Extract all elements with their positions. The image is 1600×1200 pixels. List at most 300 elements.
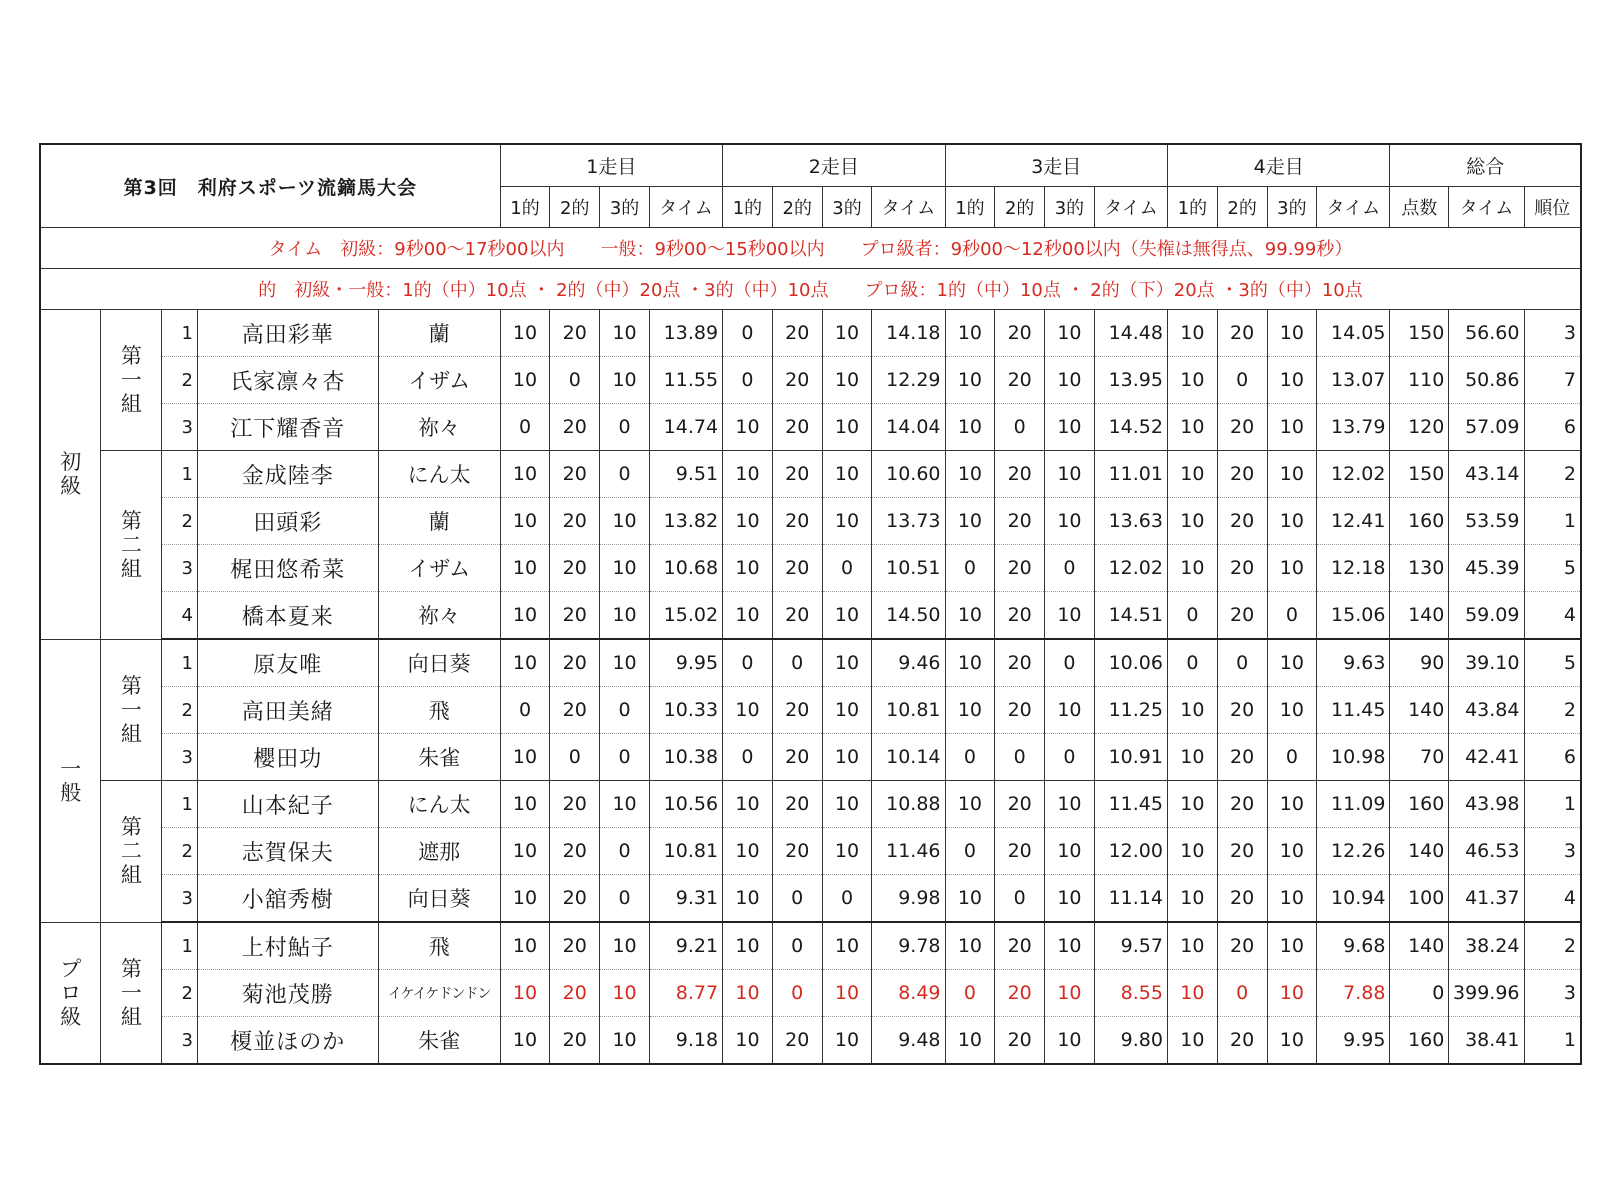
target-2-score: 20 [550,875,600,923]
target-2-score: 20 [550,970,600,1017]
rank: 3 [1524,828,1581,875]
group-label [101,639,162,781]
run-time: 11.25 [1094,687,1167,734]
target-1-score: 10 [500,357,550,404]
total-time: 57.09 [1449,404,1524,451]
target-1-score: 10 [1167,828,1217,875]
target-2-score: 20 [550,1017,600,1065]
run-time: 9.18 [649,1017,722,1065]
target-3-score: 0 [822,875,872,923]
target-2-score: 0 [772,875,822,923]
run-time: 14.51 [1094,592,1167,640]
run-time: 9.48 [872,1017,945,1065]
target-2-score: 20 [1217,875,1267,923]
target-2-score: 20 [995,451,1045,498]
run-time: 13.82 [649,498,722,545]
target-2-score: 20 [1217,592,1267,640]
target-3-score: 10 [1267,451,1317,498]
total-time: 43.14 [1449,451,1524,498]
run-time: 13.79 [1317,404,1390,451]
target-2-score: 20 [772,357,822,404]
total-points: 130 [1390,545,1449,592]
run-time: 10.81 [872,687,945,734]
rank: 2 [1524,687,1581,734]
group-char: 組 [120,863,142,888]
rider-number: 1 [162,639,198,687]
target-2-score: 20 [772,734,822,781]
target-1-score: 0 [945,828,995,875]
rider-row [40,545,1581,592]
target-3-score: 10 [600,498,650,545]
rider-number: 2 [162,357,198,404]
run-time: 9.46 [872,639,945,687]
target-1-score: 10 [945,357,995,404]
target-3-score: 10 [1267,875,1317,923]
horse-name: イケイケドンドン [378,970,500,1017]
group-label [101,922,162,1064]
level-char: ロ [60,980,82,1005]
target-3-score: 10 [1045,922,1095,970]
level-char: プ [60,956,82,981]
run-time: 9.80 [1094,1017,1167,1065]
target-2-score: 20 [772,545,822,592]
target-2-score: 0 [772,970,822,1017]
rank: 6 [1524,404,1581,451]
target-2-score: 20 [995,498,1045,545]
target-3-score: 10 [600,639,650,687]
rank: 1 [1524,781,1581,828]
target-3-score: 10 [600,592,650,640]
rider-name: 小舘秀樹 [197,875,378,923]
rider-row [40,687,1581,734]
rider-number: 1 [162,922,198,970]
run-time: 10.91 [1094,734,1167,781]
target-1-score: 0 [945,970,995,1017]
target-3-score: 10 [822,970,872,1017]
rider-row [40,404,1581,451]
target-3-score: 10 [1045,828,1095,875]
target-2-score: 20 [1217,404,1267,451]
rider-name: 志賀保夫 [197,828,378,875]
rider-row [40,875,1581,923]
target-1-score: 10 [1167,545,1217,592]
page-title: 第3回 利府スポーツ流鏑馬大会 [40,144,500,228]
target-3-score: 10 [822,592,872,640]
target-2-score: 20 [1217,545,1267,592]
total-time-header: タイム [1449,187,1524,228]
target-1-score: 10 [1167,404,1217,451]
target-3-score: 10 [1267,357,1317,404]
target-2-score: 20 [772,828,822,875]
rider-row [40,498,1581,545]
total-points: 110 [1390,357,1449,404]
target-1-score: 10 [500,875,550,923]
rider-name: 上村鮎子 [197,922,378,970]
target-1-score: 10 [1167,687,1217,734]
target-2-header: 2的 [772,187,822,228]
target-1-score: 10 [500,310,550,357]
target-3-score: 10 [1045,781,1095,828]
target-3-header: 3的 [1267,187,1317,228]
run-3-header: 3走目 [945,144,1167,187]
target-3-score: 10 [1267,498,1317,545]
rider-row [40,970,1581,1017]
target-2-score: 20 [1217,687,1267,734]
target-2-score: 0 [995,734,1045,781]
group-char: 一 [120,697,142,722]
target-3-score: 10 [1267,639,1317,687]
target-2-score: 20 [772,687,822,734]
target-2-score: 20 [995,781,1045,828]
target-2-score: 20 [550,639,600,687]
run-time: 15.02 [649,592,722,640]
run-time: 10.81 [649,828,722,875]
target-1-score: 10 [945,451,995,498]
total-time: 399.96 [1449,970,1524,1017]
target-1-score: 10 [1167,1017,1217,1065]
run-2-header: 2走目 [723,144,945,187]
rider-name: 菊池茂勝 [197,970,378,1017]
run-time: 13.63 [1094,498,1167,545]
run-time: 9.31 [649,875,722,923]
target-1-score: 0 [723,734,773,781]
group-char: 第 [120,815,142,840]
target-2-score: 20 [550,687,600,734]
target-2-score: 20 [995,1017,1045,1065]
target-1-score: 10 [500,545,550,592]
target-3-score: 10 [822,828,872,875]
target-3-score: 10 [1267,404,1317,451]
target-3-score: 10 [600,545,650,592]
total-points: 120 [1390,404,1449,451]
target-3-score: 10 [822,687,872,734]
run-time: 12.18 [1317,545,1390,592]
run-time: 13.95 [1094,357,1167,404]
target-1-score: 10 [1167,498,1217,545]
target-rule-text: 的 初級・一般：1的（中）10点 ・ 2的（中）20点 ・3的（中）10点 プロ級：1的（中）10点 ・ 2的（下）20点 ・3的（中）10点 [40,269,1581,310]
group-char: 二 [120,839,142,864]
target-3-score: 10 [600,1017,650,1065]
rider-number: 3 [162,545,198,592]
total-time: 43.84 [1449,687,1524,734]
run-time: 11.09 [1317,781,1390,828]
rider-number: 2 [162,687,198,734]
target-1-score: 10 [723,592,773,640]
target-3-score: 10 [822,1017,872,1065]
results-table [39,143,1582,1065]
target-3-score: 10 [822,357,872,404]
rank: 2 [1524,922,1581,970]
rider-name: 江下耀香音 [197,404,378,451]
run-time: 9.21 [649,922,722,970]
target-1-score: 10 [1167,451,1217,498]
run-time: 10.33 [649,687,722,734]
run-time: 11.55 [649,357,722,404]
group-char: 組 [120,392,142,416]
target-1-score: 0 [1167,592,1217,640]
horse-name: 飛 [378,922,500,970]
total-points: 140 [1390,922,1449,970]
target-1-score: 10 [500,451,550,498]
target-2-score: 20 [995,687,1045,734]
run-time: 12.41 [1317,498,1390,545]
run-time: 14.74 [649,404,722,451]
group-label [101,781,162,923]
run-time: 9.95 [1317,1017,1390,1065]
target-2-score: 20 [772,1017,822,1065]
target-1-score: 10 [723,404,773,451]
target-1-score: 10 [723,828,773,875]
target-3-score: 10 [1045,687,1095,734]
run-1-header: 1走目 [500,144,722,187]
points-header: 点数 [1390,187,1449,228]
rider-name: 榎並ほのか [197,1017,378,1065]
run-time: 11.01 [1094,451,1167,498]
run-time: 9.57 [1094,922,1167,970]
horse-name: 朱雀 [378,734,500,781]
target-3-score: 0 [1045,734,1095,781]
target-3-score: 10 [600,922,650,970]
rider-row [40,357,1581,404]
target-2-score: 0 [550,357,600,404]
rider-number: 3 [162,734,198,781]
target-1-score: 10 [500,970,550,1017]
run-time: 9.63 [1317,639,1390,687]
total-time: 56.60 [1449,310,1524,357]
horse-name: イザム [378,545,500,592]
run-time: 13.73 [872,498,945,545]
target-1-score: 10 [723,875,773,923]
target-1-score: 10 [500,922,550,970]
rank: 5 [1524,639,1581,687]
target-3-score: 0 [600,451,650,498]
total-time: 38.41 [1449,1017,1524,1065]
target-1-score: 10 [723,451,773,498]
horse-name: 祢々 [378,404,500,451]
rank: 1 [1524,1017,1581,1065]
target-1-score: 10 [1167,357,1217,404]
level-char: 級 [60,1004,82,1029]
horse-name: 祢々 [378,592,500,640]
target-1-score: 10 [1167,734,1217,781]
target-3-score: 10 [600,357,650,404]
target-3-score: 0 [600,404,650,451]
target-1-score: 10 [500,1017,550,1065]
rank: 3 [1524,310,1581,357]
rider-number: 3 [162,875,198,923]
horse-name: にん太 [378,451,500,498]
target-3-score: 10 [822,310,872,357]
rank: 2 [1524,451,1581,498]
target-1-score: 10 [945,639,995,687]
run-time: 8.55 [1094,970,1167,1017]
level-label [40,310,101,640]
target-3-score: 10 [1267,687,1317,734]
target-2-score: 20 [772,404,822,451]
rank: 3 [1524,970,1581,1017]
target-1-score: 10 [500,639,550,687]
run-time: 14.52 [1094,404,1167,451]
run-time: 12.02 [1317,451,1390,498]
total-time: 42.41 [1449,734,1524,781]
target-1-score: 10 [500,592,550,640]
rank: 4 [1524,592,1581,640]
target-1-score: 0 [500,687,550,734]
group-char: 一 [120,980,142,1005]
rider-name: 原友唯 [197,639,378,687]
target-1-score: 10 [1167,875,1217,923]
total-time: 59.09 [1449,592,1524,640]
target-3-score: 10 [1267,310,1317,357]
group-char: 一 [120,368,142,392]
run-time: 14.05 [1317,310,1390,357]
run-time: 8.77 [649,970,722,1017]
total-time: 50.86 [1449,357,1524,404]
horse-name: にん太 [378,781,500,828]
target-1-header: 1的 [723,187,773,228]
run-time: 11.46 [872,828,945,875]
target-3-score: 10 [822,451,872,498]
target-3-score: 10 [1045,1017,1095,1065]
rider-name: 櫻田功 [197,734,378,781]
target-2-score: 20 [995,970,1045,1017]
level-char: 初 [60,450,82,475]
target-1-score: 10 [945,922,995,970]
target-3-header: 3的 [600,187,650,228]
rider-number: 3 [162,404,198,451]
rider-row [40,828,1581,875]
total-points: 150 [1390,451,1449,498]
target-2-score: 20 [995,922,1045,970]
target-1-score: 10 [945,781,995,828]
time-header: タイム [1094,187,1167,228]
total-points: 150 [1390,310,1449,357]
target-1-score: 10 [945,687,995,734]
run-time: 8.49 [872,970,945,1017]
total-points: 100 [1390,875,1449,923]
total-points: 0 [1390,970,1449,1017]
target-2-header: 2的 [550,187,600,228]
rider-number: 2 [162,498,198,545]
target-3-score: 10 [1045,451,1095,498]
total-time: 38.24 [1449,922,1524,970]
target-2-score: 20 [1217,1017,1267,1065]
target-3-score: 10 [1267,970,1317,1017]
target-1-score: 10 [500,781,550,828]
total-points: 160 [1390,498,1449,545]
target-2-score: 20 [995,357,1045,404]
target-1-score: 10 [723,687,773,734]
target-1-score: 0 [945,734,995,781]
level-label [40,639,101,922]
target-2-score: 20 [995,310,1045,357]
target-1-score: 10 [723,498,773,545]
run-time: 13.07 [1317,357,1390,404]
run-time: 12.29 [872,357,945,404]
target-2-score: 20 [1217,451,1267,498]
horse-name: 向日葵 [378,875,500,923]
target-2-score: 20 [995,592,1045,640]
target-3-score: 10 [1267,922,1317,970]
rank: 1 [1524,498,1581,545]
target-1-score: 10 [723,970,773,1017]
rider-row [40,592,1581,640]
target-1-score: 0 [1167,639,1217,687]
rider-number: 1 [162,781,198,828]
total-time: 46.53 [1449,828,1524,875]
horse-name: 蘭 [378,310,500,357]
target-1-score: 0 [723,639,773,687]
level-char: 般 [60,780,82,805]
rider-name: 橋本夏来 [197,592,378,640]
level-char: 級 [60,474,82,499]
run-time: 7.88 [1317,970,1390,1017]
rank-header: 順位 [1524,187,1581,228]
target-2-score: 20 [550,498,600,545]
group-label [101,451,162,640]
run-time: 10.56 [649,781,722,828]
results-sheet [39,143,1582,1065]
group-char: 組 [120,1004,142,1029]
rider-row [40,781,1581,828]
run-time: 14.18 [872,310,945,357]
run-time: 10.14 [872,734,945,781]
rider-row [40,1017,1581,1065]
target-3-score: 10 [600,781,650,828]
time-header: タイム [1317,187,1390,228]
target-3-score: 10 [1267,545,1317,592]
target-3-score: 0 [1267,592,1317,640]
target-3-score: 0 [1045,545,1095,592]
target-2-score: 20 [550,828,600,875]
target-1-score: 10 [500,734,550,781]
run-time: 10.60 [872,451,945,498]
run-time: 10.88 [872,781,945,828]
target-3-score: 10 [1267,781,1317,828]
target-3-score: 0 [600,687,650,734]
total-points: 70 [1390,734,1449,781]
rank: 6 [1524,734,1581,781]
target-2-score: 0 [772,639,822,687]
target-2-score: 20 [550,545,600,592]
run-time: 9.51 [649,451,722,498]
target-2-score: 20 [995,639,1045,687]
group-char: 第 [120,673,142,698]
rider-row [40,922,1581,970]
target-3-score: 10 [1267,828,1317,875]
rank: 7 [1524,357,1581,404]
run-time: 11.45 [1094,781,1167,828]
rider-row [40,639,1581,687]
target-1-score: 10 [723,545,773,592]
total-time: 41.37 [1449,875,1524,923]
run-time: 9.98 [872,875,945,923]
horse-name: 蘭 [378,498,500,545]
group-char: 第 [120,508,142,533]
group-char: 二 [120,532,142,557]
target-1-score: 10 [945,875,995,923]
total-points: 90 [1390,639,1449,687]
target-3-score: 0 [600,734,650,781]
target-3-score: 0 [1045,639,1095,687]
target-1-score: 10 [945,592,995,640]
target-3-score: 10 [600,310,650,357]
time-header: タイム [649,187,722,228]
group-char: 第 [120,956,142,981]
target-3-score: 10 [822,734,872,781]
results-body [40,310,1581,1065]
target-2-score: 20 [995,545,1045,592]
